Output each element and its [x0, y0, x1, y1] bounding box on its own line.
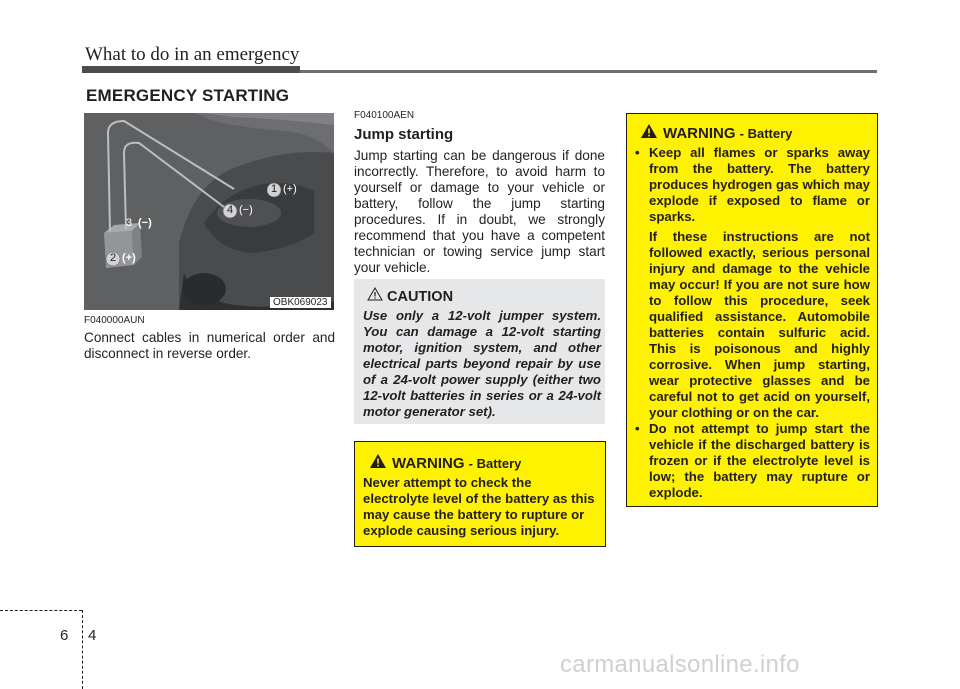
- callout-4-sign: (−): [239, 204, 253, 216]
- section-reference-code: F040100AEN: [354, 110, 415, 121]
- caution-text: Use only a 12-volt jumper system. You can damage a 12-volt starting motor, ignition system, and other electrical parts beyond repair by use of a 24-volt power supply (either two 12-volt batteries in series or a 24-volt motor generator set).: [363, 308, 601, 419]
- list-item: [634, 421, 870, 501]
- list-item-continuation: If these instructions are not followed exactly, serious personal injury and damage to the vehicle may occur! If you are not sure how to follow this procedure, seek qualified assistance. Automobile batteries contain sulfuric acid. This is poisonous and highly corrosive. When jump starting, wear protective glasses and be careful not to get acid on yourself, your clothing or on the car.: [649, 229, 870, 420]
- list-item: [634, 145, 870, 225]
- chapter-number: 6: [60, 627, 69, 644]
- image-code: OBK069023: [270, 297, 331, 308]
- chapter-title: What to do in an emergency: [85, 44, 300, 65]
- jump-starting-paragraph: Jump starting can be dangerous if done incorrectly. Therefore, to avoid harm to yourself or damage to your vehicle or battery, follow the jump starting procedures. If in doubt, we strongly recommend that you have a competent technician or towing service jump start your vehicle.: [354, 148, 605, 275]
- warning-list: [634, 145, 870, 501]
- header-rule: [300, 70, 877, 73]
- warning-triangle-icon: [640, 123, 658, 139]
- bullet: •: [635, 421, 640, 436]
- list-item-text: Do not attempt to jump start the vehicle if the discharged battery is frozen or if the electrolyte level is low; the battery may rupture or explode.: [649, 421, 870, 500]
- list-item-text: Keep all flames or sparks away from the battery. The battery produces hydrogen gas which may explode if exposed to flame or sparks.: [649, 145, 870, 224]
- bullet: •: [635, 145, 640, 160]
- figure-caption: Connect cables in numerical order and disconnect in reverse order.: [84, 330, 335, 361]
- warning-subtitle: - Battery: [739, 126, 793, 141]
- section-title: EMERGENCY STARTING: [86, 86, 290, 105]
- caution-title: CAUTION: [387, 289, 454, 305]
- callout-2-sign: (+): [122, 252, 136, 264]
- warning-title-small: [392, 455, 521, 472]
- callout-2: 2: [110, 252, 117, 264]
- warning-text-small: Never attempt to check the electrolyte level of the battery as this may cause the battery to rupture or explode causing serious injury.: [363, 475, 595, 538]
- page-corner-rule-horizontal: [0, 610, 82, 611]
- warning-label: WARNING: [392, 455, 465, 472]
- jump-start-illustration: [84, 113, 334, 310]
- figure-reference-code: F040000AUN: [84, 315, 145, 326]
- warning-subtitle: - Battery: [468, 456, 522, 471]
- caution-triangle-icon: [367, 287, 383, 301]
- callout-1-sign: (+): [283, 183, 297, 195]
- header-bar-dark: [82, 66, 300, 73]
- callout-3-sign: (−): [138, 217, 152, 229]
- subsection-heading: Jump starting: [354, 126, 454, 143]
- watermark: carmanualsonline.info: [560, 651, 800, 678]
- callout-1: 1: [271, 183, 278, 195]
- callout-3: 3: [126, 217, 133, 229]
- warning-title-large: [663, 125, 792, 142]
- callout-4: 4: [227, 204, 234, 216]
- page-corner-rule-vertical: [82, 610, 83, 689]
- warning-label: WARNING: [663, 125, 736, 142]
- warning-triangle-icon: [369, 453, 387, 469]
- page-number: 4: [88, 627, 97, 644]
